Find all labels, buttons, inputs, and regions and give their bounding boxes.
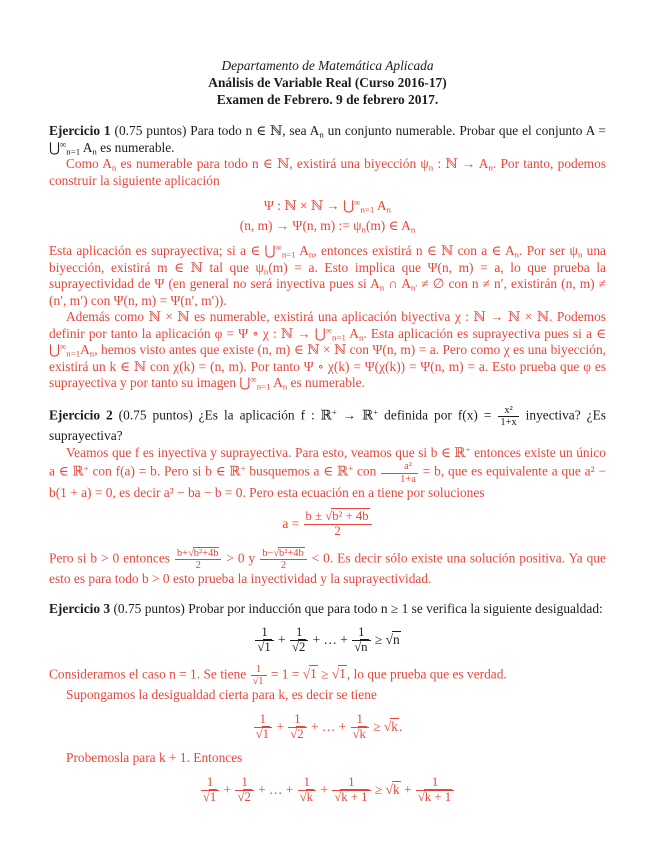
- fraction: $\frac{\text{b+√b²+4b}}{2}$: [175, 548, 222, 572]
- exercise3-inequality: $\frac{1}{√1}$ + $\frac{1}{√2}$ + … + $\frac{1}{√n}$ ≥ √n: [257, 625, 400, 655]
- exercise2-solution-paragraph-1: Veamos que f es inyectiva y suprayectiva. Para esto, veamos que si b ∈ ℝ+ entonces existe un único a ∈ ℝ+ con f(a) = b. Pero si b ∈ ℝ+ busquemos a ∈ ℝ+ con $\frac{\text{a²}}{1+a}$ = b, que es equivalente a que a² − b(1 + a) = 0, es decir a² − ba − b = 0. Pero esta ecuación en a tiene por soluciones: [49, 444, 607, 500]
- exercise-3: [49, 601, 606, 805]
- exercise1-statement: Ejercicio 1 (0.75 puntos) Para todo n ∈ ℕ, sea $A_n$ un conjunto numerable. Probar que el conjunto $A = ⋃^\infty_{n=1}$ $A_n$ es numerable.: [49, 123, 606, 157]
- fraction: $\frac{1}{√1}$: [255, 626, 273, 655]
- square-root: √2: [290, 726, 304, 741]
- square-root: √2: [291, 640, 306, 655]
- fraction: $\frac{1}{√1}$: [251, 664, 267, 688]
- exercise3-statement: Ejercicio 3 (0.75 puntos) Probar por inducción que para todo n ≥ 1 se verifica la siguiente desigualdad:: [49, 600, 603, 616]
- exercise1-equation-line-2: (n, m) → Ψ(n, m) := $\psi_n(m)$ ∈ $A_n$: [239, 218, 416, 235]
- fraction: $\frac{\text{b−√b²+4b}}{2}$: [260, 548, 307, 572]
- exercise1-equation-line-1: Ψ : ℕ × ℕ → $⋃^\infty_{n=1}$ $A_n$: [264, 197, 391, 215]
- exercise3-solution-paragraph-1: Consideramos el caso n = 1. Se tiene $\frac{1}{√1}$ = 1 = √1 ≥ √1, lo que prueba que es verdad.: [49, 663, 507, 688]
- square-root: √b² + 4b: [325, 509, 369, 524]
- square-root: √k: [299, 789, 314, 804]
- exercise3-induction-step: $\frac{1}{√1}$ + $\frac{1}{√2}$ + … + $\frac{1}{√k}$ + $\frac{1}{√k + 1}$ ≥ √k + $\frac{1}{√k + 1}$: [49, 776, 606, 805]
- exercise3-induction-hypothesis: $\frac{1}{√1}$ + $\frac{1}{√2}$ + … + $\frac{1}{√k}$ ≥ √k.: [255, 711, 403, 741]
- square-root: √n: [354, 640, 368, 655]
- header-exam-date: Examen de Febrero. 9 de febrero 2017.: [216, 91, 439, 107]
- exercise1-solution-paragraph-3: Además como ℕ × ℕ es numerable, existirá una aplicación biyectiva χ : ℕ → ℕ × ℕ. Podemos definir por tanto la aplicación φ = Ψ ∘ χ : ℕ → $⋃^\infty_{n=1}$ $A_n$. Esta aplicación es suprayectiva pues si a ∈ $⋃^\infty_{n=1}A_n$, hemos visto antes que existe (n, m) ∈ ℕ × ℕ con Ψ(n, m) = a. Pero como χ es una biyección, existirá un k ∈ ℕ con χ(k) = (n, m). Por tanto Ψ ∘ χ(k) = Ψ(χ(k)) = Ψ(n, m) = a. Esto prueba que φ es suprayectiva y por tanto su imagen $⋃^\infty_{n=1}$ $A_n$ es numerable.: [49, 309, 607, 392]
- square-root: √n: [385, 632, 400, 648]
- exercise1-solution-paragraph-2: Esta aplicación es suprayectiva; si a ∈ $⋃^\infty_{n=1}$ $A_n$, entonces existirá n ∈ ℕ con a ∈ $A_n$. Por ser $\psi_n$ una biyección, existirá m ∈ ℕ tal que $\psi_n(m) = a$. Esto implica que Ψ(n, m) = a, lo que prueba la suprayectividad de Ψ (en general no será inyectiva pues si $A_n$ ∩ $A_{n'}$ ≠ ∅ con n ≠ n′, existirán (n, m) ≠ (n′, m′) con Ψ(n, m) = Ψ(n′, m′)).: [49, 242, 607, 308]
- square-root: √k + 1: [334, 789, 368, 804]
- square-root: √2: [237, 789, 251, 804]
- fraction: $\frac{\text{a²}}{1+a}$: [381, 461, 418, 485]
- square-root: √1: [257, 640, 271, 655]
- square-root: √1: [252, 676, 264, 688]
- document-header: [49, 58, 606, 108]
- exercise2-equation-solutions: a = $\frac{\text{b ± √b² + 4b}}{2}$: [49, 510, 606, 539]
- exercise-2: [49, 405, 606, 588]
- exercise1-solution-paragraph-1: Como $A_n$ es numerable para todo n ∈ ℕ, existirá una biyección $\psi_n$ : ℕ → $A_n$. Por tanto, podemos construir la siguiente aplicación: [49, 156, 606, 188]
- exercise1-equation-group: [49, 197, 606, 235]
- fraction: $\frac{1}{√k + 1}$: [416, 776, 454, 805]
- fraction: $\frac{1}{√2}$: [288, 713, 306, 742]
- fraction: $\frac{\text{x²}}{1+x}$: [500, 404, 517, 429]
- fraction: $\frac{1}{√k + 1}$: [332, 776, 370, 805]
- fraction: $\frac{1}{√k}$: [351, 713, 369, 742]
- square-root: √k: [383, 718, 398, 734]
- fraction: $\frac{1}{√1}$: [254, 713, 272, 742]
- square-root: √1: [202, 789, 217, 804]
- exercise2-solution-paragraph-2: Pero si b > 0 entonces $\frac{\text{b+√b²+4b}}{2}$ > 0 y $\frac{\text{b−√b²+4b}}{2}$ < 0. Es decir sólo existe una solución positiva. Ya que esto es para todo b > 0 esto prueba la inyectividad y la suprayectividad.: [49, 547, 606, 587]
- square-root: √1: [255, 726, 270, 741]
- fraction: $\frac{1}{√1}$: [201, 776, 219, 805]
- square-root: √1: [331, 666, 346, 682]
- fraction: $\frac{1}{√2}$: [235, 776, 253, 805]
- square-root: √k: [352, 726, 366, 741]
- square-root: √b²+4b: [273, 547, 304, 559]
- fraction: $\frac{1}{√k}$: [298, 776, 316, 805]
- square-root: √k + 1: [417, 789, 452, 804]
- square-root: √b²+4b: [188, 547, 219, 559]
- exercise-1: [49, 123, 606, 391]
- header-course-title: Análisis de Variable Real (Curso 2016-17): [208, 74, 447, 90]
- fraction: $\frac{1}{√n}$: [352, 626, 370, 655]
- fraction: $\frac{\text{b ± √b² + 4b}}{2}$: [304, 510, 372, 539]
- square-root: √1: [302, 666, 317, 682]
- exercise3-solution-paragraph-3: Probemosla para k + 1. Entonces: [66, 750, 243, 766]
- header-department: Departamento de Matemática Aplicada: [221, 58, 434, 73]
- fraction: $\frac{1}{√2}$: [290, 626, 308, 655]
- exercise3-solution-paragraph-2: Supongamos la desigualdad cierta para k, es decir se tiene: [66, 687, 377, 703]
- exercise2-statement: Ejercicio 2 (0.75 puntos) ¿Es la aplicación f : ℝ+ → ℝ+ definida por f(x) = $\frac{\text{x²}}{1+x}$ inyectiva? ¿Es suprayectiva?: [49, 404, 606, 444]
- square-root: √k: [385, 781, 400, 797]
